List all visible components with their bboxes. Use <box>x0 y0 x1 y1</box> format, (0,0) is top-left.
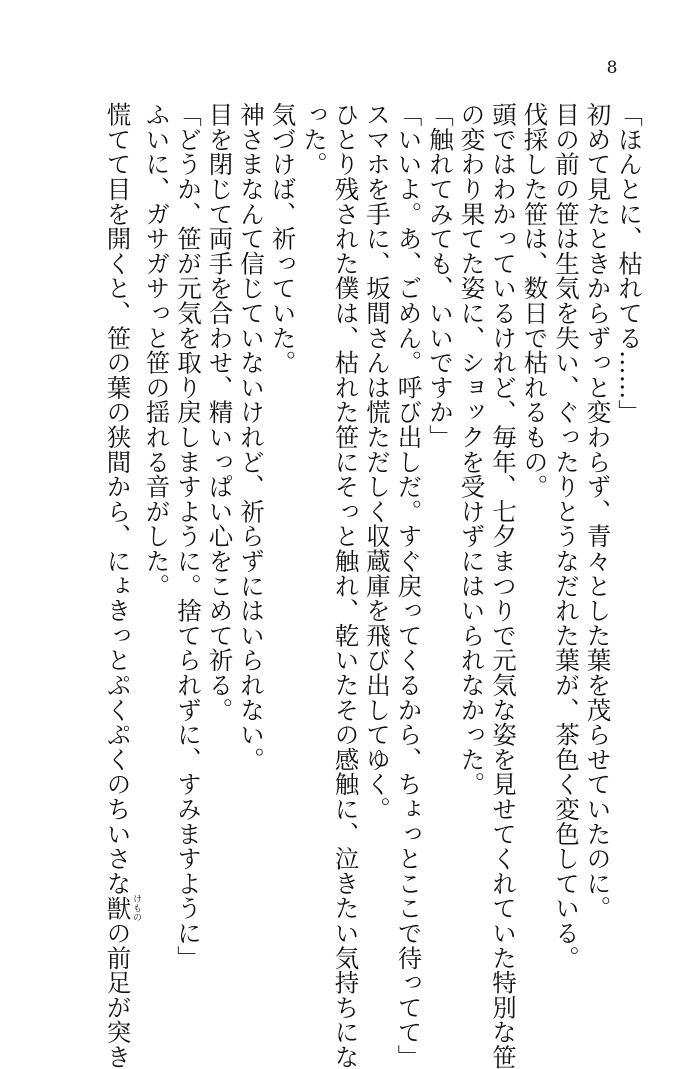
text-line: 気づけば、祈っていた。 <box>268 102 298 375</box>
text-line-with-ruby <box>102 102 141 1069</box>
text-segment: の前足が突き <box>103 920 133 1069</box>
text-line: 目の前の笹は生気を失い、ぐったりとうなだれた葉が、茶色く変色している。 <box>552 102 581 970</box>
text-line: 初めて見たときからずっと変わらず、青々とした葉を茂らせていたのに。 <box>583 102 613 921</box>
body-text <box>102 102 645 1069</box>
text-line: スマホを手に、坂間さんは慌ただしく収蔵庫を飛び出してゆく。 <box>363 102 392 822</box>
text-line: 「ほんとに、枯れてる……」 <box>615 102 644 425</box>
text-line: った。 <box>300 102 329 177</box>
text-line: 目を閉じて両手を合わせ、精いっぱい心をこめて祈る。 <box>205 102 235 722</box>
ruby-word <box>103 894 141 922</box>
text-line: 頭ではわかっているけれど、毎年、七夕まつりで元気な姿を見せてくれていた特別な笹 <box>489 102 518 1069</box>
ruby-base: 獣 <box>103 894 133 922</box>
text-line: ひとり残された僕は、枯れた笹にそっと触れ、乾いたその感触に、泣きたい気持ちにな <box>331 102 361 1069</box>
text-line: 「どうか、笹が元気を取り戻しますように。捨てられずに、すみますように」 <box>174 102 203 970</box>
text-line: ふいに、ガサガサっと笹の揺れる音がした。 <box>142 102 172 598</box>
text-line: 神さまなんて信じていないけれど、祈らずにはいられない。 <box>237 102 266 772</box>
ruby-reading: けもの <box>131 894 141 922</box>
text-line: 「触れてみても、いいですか」 <box>426 102 455 450</box>
text-line: 「いいよ。あ、ごめん。呼び出しだ。すぐ戻ってくるから、ちょっとここで待ってて」 <box>394 102 424 1069</box>
text-line: 伐採した笹は、数日で枯れるもの。 <box>520 102 550 499</box>
text-line: の変わり果てた姿に、ショックを受けずにはいられなかった。 <box>457 102 487 797</box>
text-segment: 慌てて目を開くと、笹の葉の狭間から、にょきっとぷくぷくのちいさな <box>103 102 133 896</box>
page-number: 8 <box>606 58 618 78</box>
